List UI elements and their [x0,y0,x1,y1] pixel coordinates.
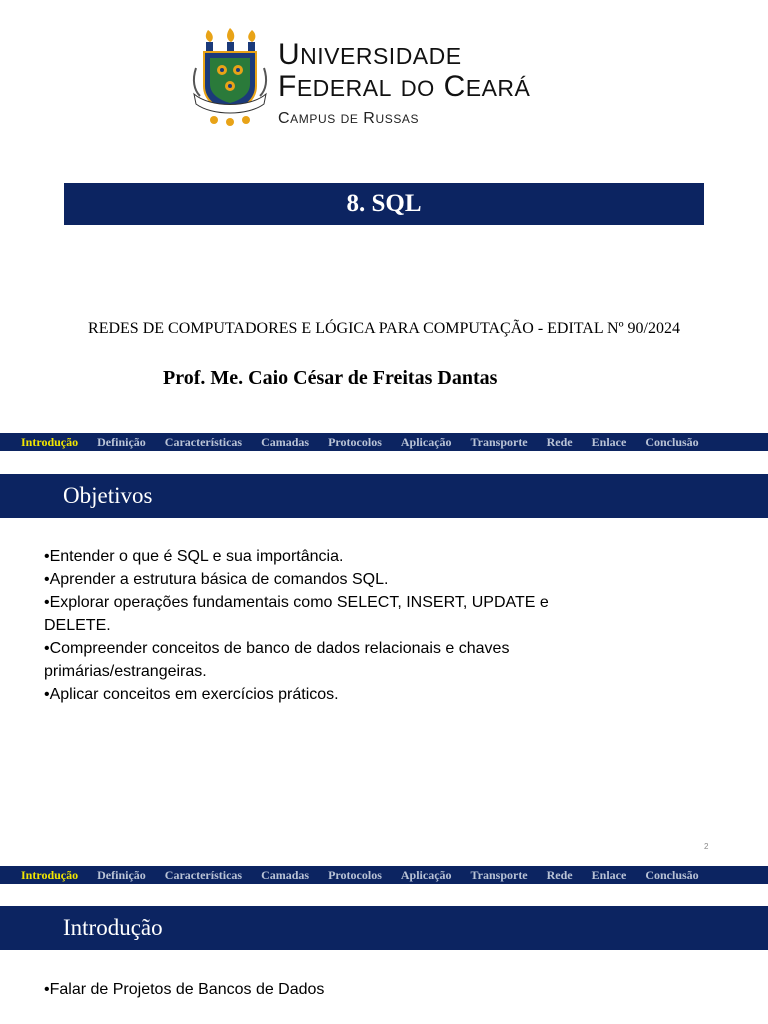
nav-item-aplicacao[interactable]: Aplicação [400,867,452,882]
title-banner [64,183,704,225]
section-navbar [0,866,768,884]
section-header-band [0,906,768,950]
nav-item-transporte[interactable]: Transporte [470,867,528,882]
nav-item-definicao[interactable]: Definição [97,867,146,882]
nav-item-protocolos[interactable]: Protocolos [328,434,382,449]
bullet-item: •Entender o que é SQL e sua importância. [44,548,344,565]
bullet-list [44,545,584,706]
nav-item-camadas[interactable]: Camadas [261,867,310,882]
section-title: Objetivos [63,483,153,508]
university-name-line2: FEDERAL DO CEARÁ [278,70,531,103]
nav-item-conclusao[interactable]: Conclusão [645,867,699,882]
nav-item-caracteristicas[interactable]: Características [164,434,243,449]
section-navbar [0,433,768,451]
nav-item-transporte[interactable]: Transporte [470,434,528,449]
campus-name: CAMPUS DE RUSSAS [278,110,420,127]
nav-item-introducao[interactable]: Introdução [21,434,79,449]
nav-item-enlace[interactable]: Enlace [591,867,627,882]
nav-item-rede[interactable]: Rede [546,434,573,449]
section-title: Introdução [63,915,163,940]
bullet-item: •Falar de Projetos de Bancos de Dados [44,981,325,998]
page-number: 2 [704,842,709,851]
nav-item-camadas[interactable]: Camadas [261,434,310,449]
nav-item-conclusao[interactable]: Conclusão [645,434,699,449]
nav-item-rede[interactable]: Rede [546,867,573,882]
section-header-band [0,474,768,518]
bullet-item: •Aplicar conceitos em exercícios práticos. [44,686,339,703]
nav-item-definicao[interactable]: Definição [97,434,146,449]
bullet-item: •Explorar operações fundamentais como SELECT, INSERT, UPDATE e DELETE. [44,594,549,634]
nav-item-introducao[interactable]: Introdução [21,867,79,882]
bullet-list [44,978,584,1001]
bullet-item: •Aprender a estrutura básica de comandos SQL. [44,571,389,588]
nav-item-enlace[interactable]: Enlace [591,434,627,449]
nav-item-aplicacao[interactable]: Aplicação [400,434,452,449]
course-subtitle: REDES DE COMPUTADORES E LÓGICA PARA COMPUTAÇÃO - EDITAL Nº 90/2024 [88,320,680,337]
nav-item-caracteristicas[interactable]: Características [164,867,243,882]
university-name-line1: UNIVERSIDADE [278,38,462,71]
university-crest-logo [190,28,270,126]
bullet-item: •Compreender conceitos de banco de dados relacionais e chaves primárias/estrangeiras. [44,640,510,680]
presentation-title: 8. SQL [346,190,422,217]
professor-name: Prof. Me. Caio César de Freitas Dantas [163,367,498,389]
nav-item-protocolos[interactable]: Protocolos [328,867,382,882]
